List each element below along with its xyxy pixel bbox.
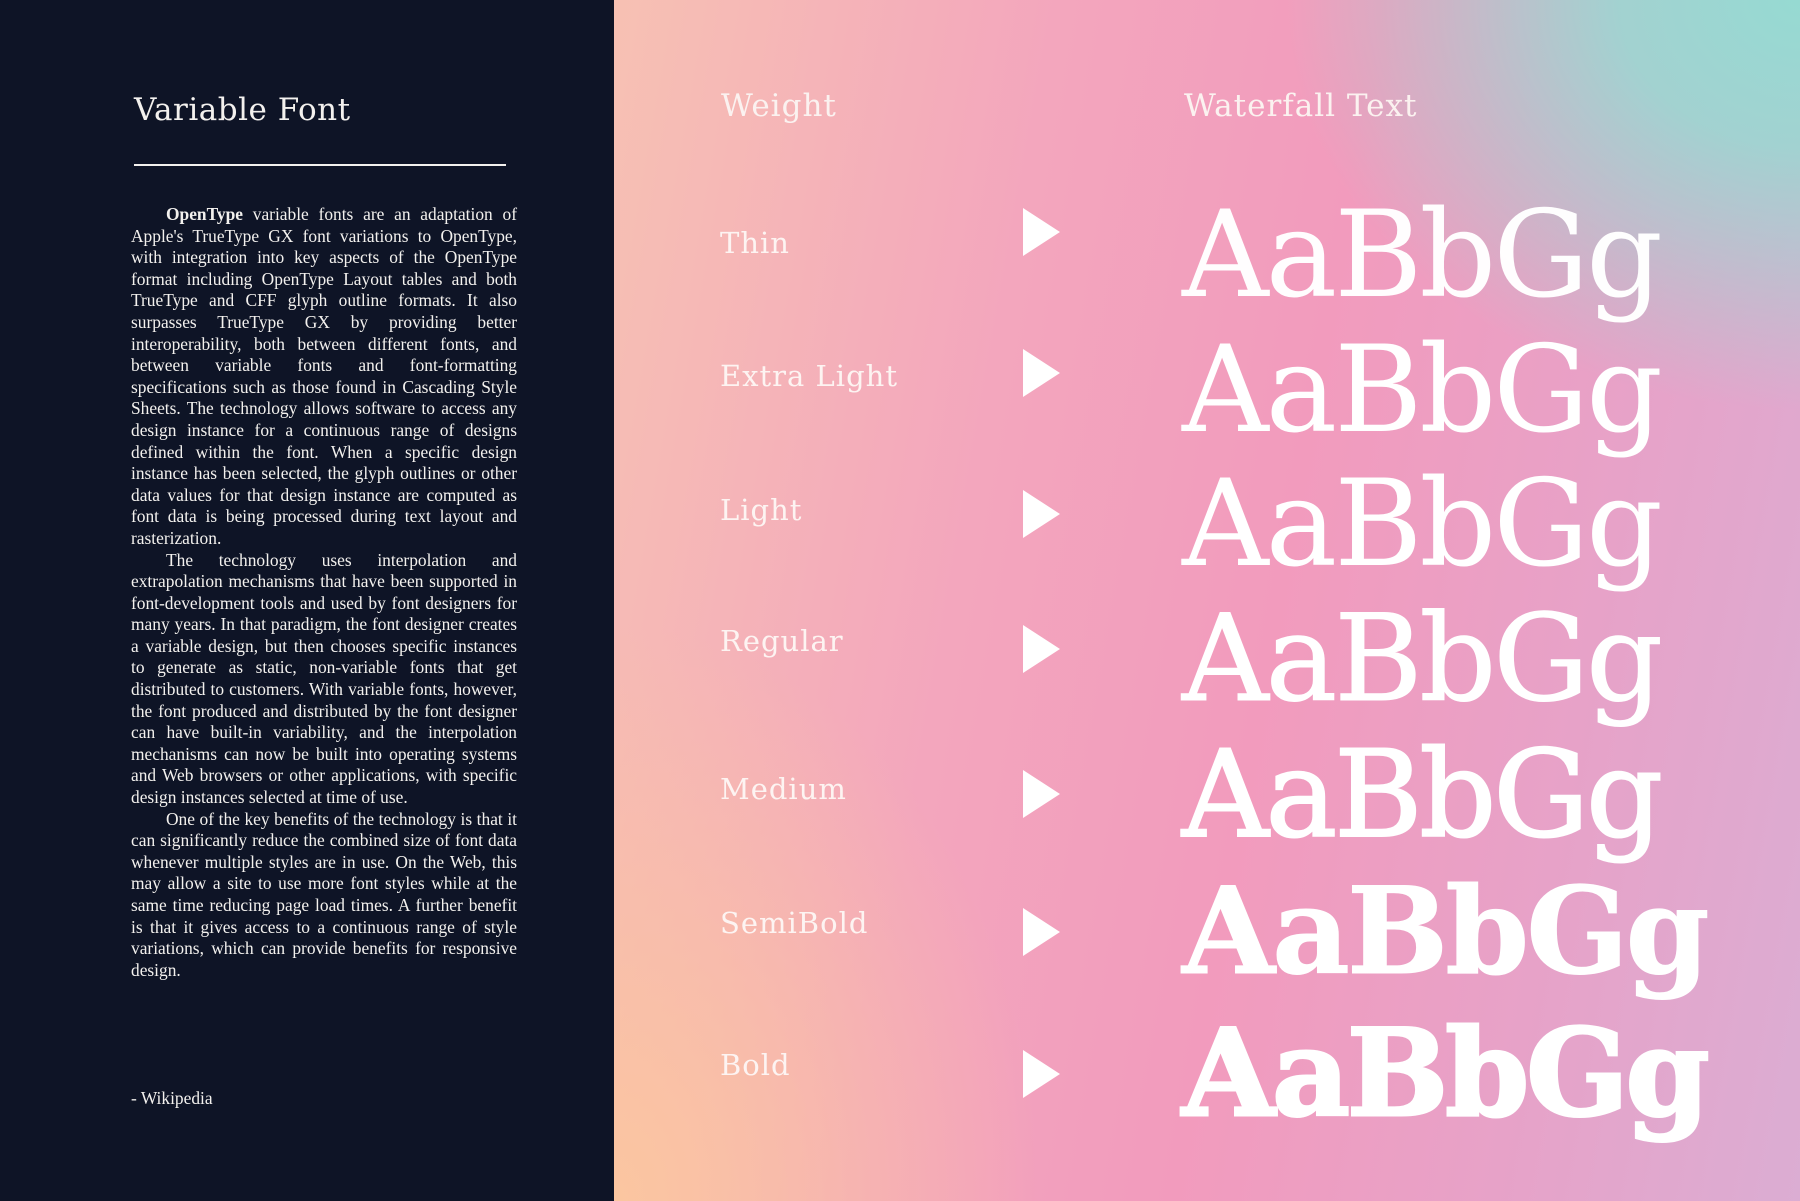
waterfall-sample: AaBbGg (1182, 726, 1660, 865)
weight-row-semibold (614, 852, 1800, 1002)
waterfall-panel (614, 0, 1800, 1201)
panel-title: Variable Font (134, 92, 351, 128)
play-triangle-icon (1023, 770, 1060, 818)
play-triangle-icon (1023, 908, 1060, 956)
weight-row-regular (614, 580, 1800, 729)
paragraph-3: One of the key benefits of the technology is that it can significantly reduce the combined size of font data whenever multiple styles are in use. On the Web, this may allow a site to use more font styles while at the same time reducing page load times. A further benefit is that it gives access to a continuous range of style variations, which can provide benefits for responsive design. (131, 808, 517, 980)
description-panel (0, 0, 614, 1201)
waterfall-sample: AaBbGg (1182, 590, 1660, 729)
description-body (131, 204, 517, 981)
waterfall-column-header: Waterfall Text (1184, 88, 1418, 124)
waterfall-sample: AaBbGg (1182, 186, 1660, 325)
weight-label: Light (720, 493, 803, 527)
weight-label: Bold (720, 1048, 791, 1082)
waterfall-sample: AaBbGg (1182, 1003, 1707, 1144)
play-triangle-icon (1023, 349, 1060, 397)
title-divider (134, 164, 506, 166)
play-triangle-icon (1023, 1050, 1060, 1098)
weight-label: Medium (720, 772, 847, 806)
waterfall-sample: AaBbGg (1182, 861, 1707, 1002)
source-credit: - Wikipedia (131, 1088, 213, 1108)
weight-row-medium (614, 716, 1800, 865)
lead-term: OpenType (166, 204, 243, 224)
weight-label: SemiBold (720, 906, 869, 940)
weight-row-extra-light (614, 311, 1800, 460)
waterfall-sample: AaBbGg (1182, 455, 1660, 594)
waterfall-sample: AaBbGg (1182, 321, 1660, 460)
paragraph-2: The technology uses interpolation and extrapolation mechanisms that have been supported in font-development tools and used by font designers for many years. In that paradigm, the font designer creates a variable design, but then chooses specific instances to generate as static, non-variable fonts that get distributed to customers. With variable fonts, however, the font produced and distributed by the font designer can have built-in variability, and the interpolation mechanisms can now be built into operating systems and Web browsers or other applications, with specific design instances selected at time of use. (131, 549, 517, 808)
weight-label: Regular (720, 624, 844, 658)
paragraph-1 (131, 204, 517, 550)
play-triangle-icon (1023, 208, 1060, 256)
play-triangle-icon (1023, 490, 1060, 538)
weight-row-thin (614, 178, 1800, 325)
weight-label: Thin (720, 226, 790, 260)
weight-label: Extra Light (720, 359, 898, 393)
weight-column-header: Weight (721, 88, 837, 124)
paragraph-1-text: variable fonts are an adaptation of Apple's TrueType GX font variations to OpenType, with integration into key aspects of the OpenType format including OpenType Layout tables and both TrueType and CFF glyph outline formats. It also surpasses TrueType GX by providing better interoperability, both between different fonts, and between variable fonts and font-formatting specifications such as those found in Cascading Style Sheets. The technology allows software to access any design instance for a continuous range of designs defined within the font. When a specific design instance has been selected, the glyph outlines or other data values for that design instance are computed as font data is being processed during text layout and rasterization. (131, 204, 517, 548)
weight-row-bold (614, 994, 1800, 1144)
play-triangle-icon (1023, 625, 1060, 673)
weight-row-light (614, 445, 1800, 594)
